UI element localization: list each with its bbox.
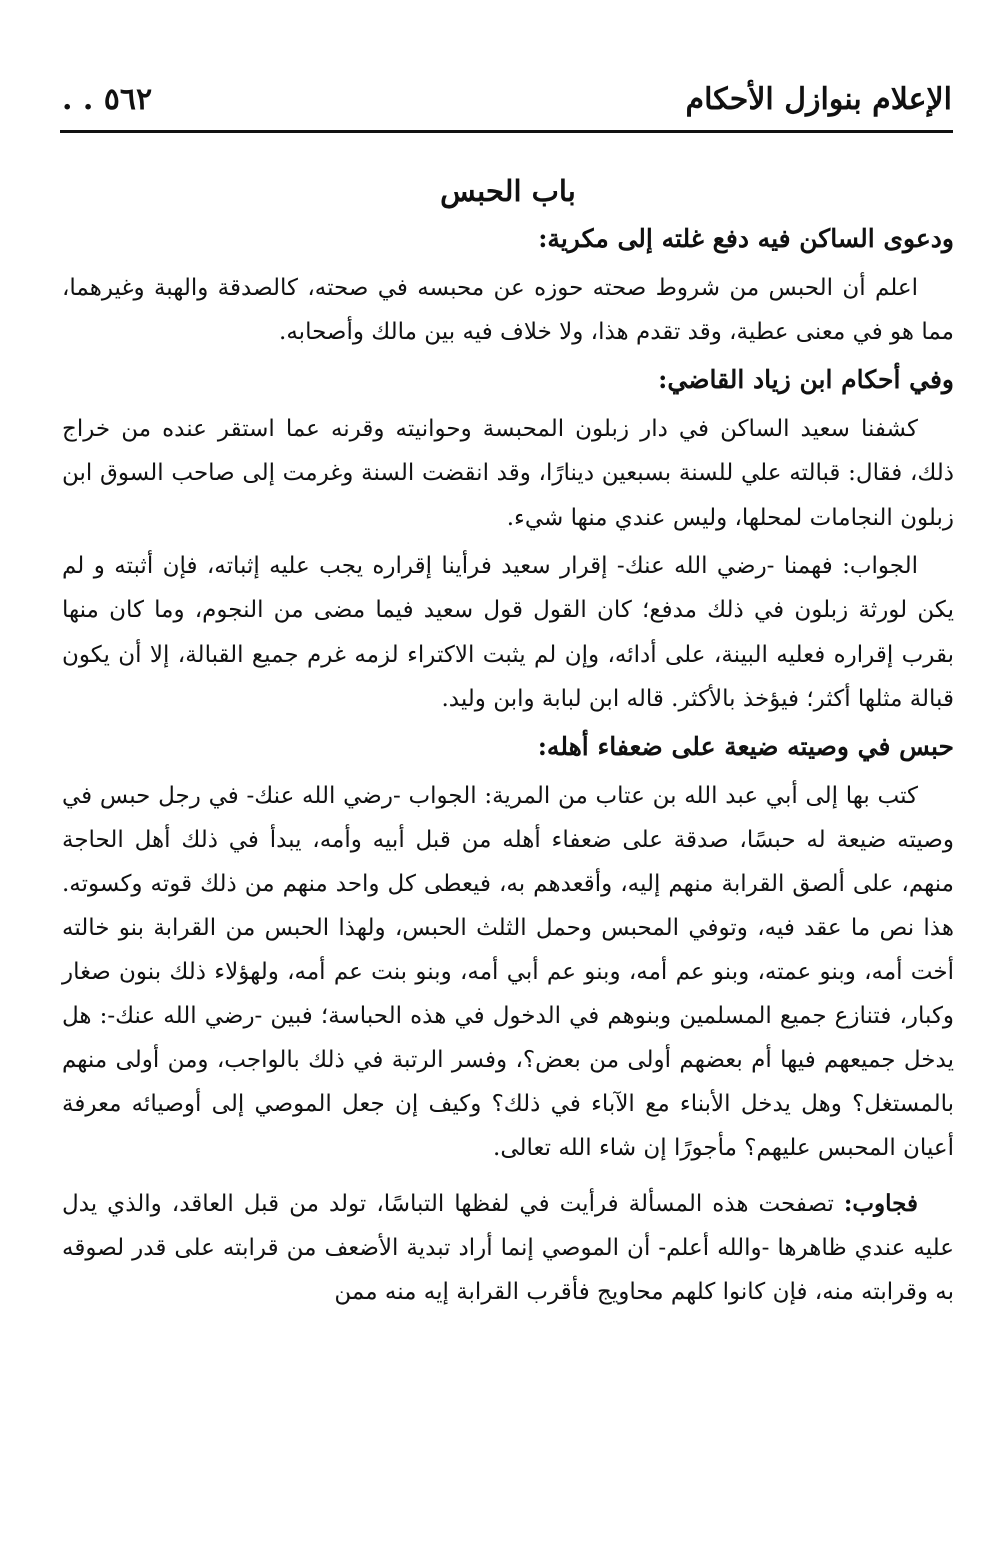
answer-lead: فجاوب: xyxy=(843,1189,918,1217)
answer-paragraph xyxy=(62,1182,954,1315)
chapter-title: باب الحبس xyxy=(440,174,576,208)
section-heading-1: ودعوى الساكن فيه دفع غلته إلى مكرية: xyxy=(538,224,954,253)
header-rule xyxy=(60,130,953,133)
page-number: ٥٦٢ . . xyxy=(62,82,153,117)
section-heading-3: حبس في وصيته ضيعة على ضعفاء أهله: xyxy=(537,731,954,761)
page-body xyxy=(62,168,954,1319)
paragraph-1: اعلم أن الحبس من شروط صحته حوزه عن محبسه في صحته، كالصدقة والهبة وغيرهما، مما هو في معنى عطية، وقد تقدم هذا، ولا خلاف فيه بين مالك وأصحابه. xyxy=(62,275,954,346)
running-head xyxy=(62,78,952,122)
paragraph-3: الجواب: فهمنا -رضي الله عنك- إقرار سعيد فرأينا إقراره يجب عليه إثباته، فإن أثبته و لم يكن لورثة زبلون في ذلك مدفع؛ كان القول قول سعيد فيما مضى من النجوم، وما كان منها بقرب إقراره فعليه البينة، على أدائه، وإن لم يثبت الاكتراء لزمه غرم جميع القبالة، إلا أن يكون قبالة مثلها أكثر؛ فيؤخذ بالأكثر. قاله ابن لبابة وابن وليد. xyxy=(62,553,954,713)
answer-text: تصفحت هذه المسألة فرأيت في لفظها التباسًا، تولد من قبل العاقد، والذي يدل عليه عندي ظاهرها -والله أعلم- أن الموصي إنما أراد تبدية الأضعف من قرابته على قدر لصوقه به وقرابته منه، فإن كانوا كلهم محاويج فأقرب القرابة إيه منه ممن xyxy=(62,1190,954,1306)
paragraph-2: كشفنا سعيد الساكن في دار زبلون المحبسة وحوانيته وقرنه عما استقر عنده من خراج ذلك، فقال: قبالته علي للسنة بسبعين دينارًا، وقد انقضت السنة وغرمت إلى صاحب السوق ابن زبلون النجامات لمحلها، وليس عندي منها شيء. xyxy=(62,415,954,531)
running-title: الإعلام بنوازل الأحكام xyxy=(685,82,952,117)
paragraph-4: كتب بها إلى أبي عبد الله بن عتاب من المرية: الجواب -رضي الله عنك- في رجل حبس في وصيته ضيعة له حبسًا، صدقة على ضعفاء أهله من قبل أبيه وأمه، يبدأ في ذلك أهل الحاجة منهم، على ألصق القرابة منهم إليه، وأقعدهم به، فيعطى كل واحد منهم من ذلك قوته وكسوته. هذا نص ما عقد فيه، وتوفي المحبس وحمل الثلث الحبس، ولهذا الحبس من القرابة بنو خالته أخت أمه، وبنو عمته، وبنو عم أمه، وبنو عم أبي أمه، وبنو بنت عم أمه، ولهؤلاء ذلك بنون صغار وكبار، فتنازع جميع المسلمين وبنوهم في الدخول في هذه الحباسة؛ فبين -رضي الله عنك-: هل يدخل جميعهم فيها أم بعضهم أولى من بعض؟، وفسر الرتبة في ذلك بالواجب، ومن أولى منهم بالمستغل؟ وهل يدخل الأبناء مع الآباء في ذلك؟ وكيف إن جعل الموصي إلى أوصيائه معرفة أعيان المحبس عليهم؟ مأجورًا إن شاء الله تعالى. xyxy=(62,782,954,1161)
section-heading-2: وفي أحكام ابن زياد القاضي: xyxy=(658,364,954,394)
spacer xyxy=(62,1174,954,1182)
